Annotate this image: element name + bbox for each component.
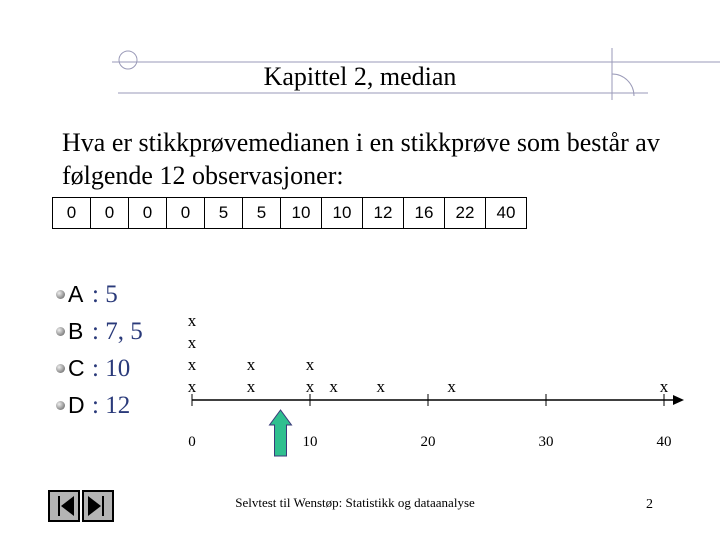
axis-tick-label: 40 xyxy=(656,434,672,450)
option-letter: C xyxy=(68,355,85,381)
observation-cell: 40 xyxy=(486,198,527,229)
option-letter: B xyxy=(68,318,84,344)
dot-plot-mark: x xyxy=(246,377,256,396)
dot-plot-mark: x xyxy=(305,377,315,396)
dot-plot-mark: x xyxy=(187,355,197,374)
observation-cell: 22 xyxy=(445,198,486,229)
footer-text: Selvtest til Wenstøp: Statistikk og dataanalyse xyxy=(235,495,475,510)
observation-cell: 0 xyxy=(91,198,129,229)
dot-plot-mark: x xyxy=(246,355,256,374)
skip-back-icon xyxy=(50,492,78,520)
nav-last-button[interactable] xyxy=(82,490,114,522)
observation-cell: 5 xyxy=(243,198,281,229)
dot-plot-mark: x xyxy=(187,311,197,330)
axis-tick-label: 0 xyxy=(188,434,196,450)
observation-cell: 12 xyxy=(363,198,404,229)
option-value: : 7, 5 xyxy=(92,318,143,345)
observation-cell: 16 xyxy=(404,198,445,229)
option-value: : 5 xyxy=(92,281,118,308)
observation-cell: 10 xyxy=(281,198,322,229)
skip-forward-icon xyxy=(84,492,112,520)
page-number: 2 xyxy=(646,497,653,512)
option-value: : 10 xyxy=(92,355,131,382)
dot-plot-mark: x xyxy=(659,377,669,396)
dot-plot-mark: x xyxy=(187,377,197,396)
axis-tick-label: 10 xyxy=(302,434,318,450)
slide-title: Kapittel 2, median xyxy=(263,62,457,91)
axis-arrowhead xyxy=(673,395,684,405)
nav-first-button[interactable] xyxy=(48,490,80,522)
dot-plot-mark: x xyxy=(187,333,197,352)
question-text: Hva er stikkprøvemedianen i en stikkprøve som består av følgende 12 observasjoner: xyxy=(62,128,660,190)
option-letter: A xyxy=(68,281,84,307)
option-letter: D xyxy=(68,392,85,418)
median-arrow-icon xyxy=(270,410,292,456)
dot-plot-mark: x xyxy=(447,377,456,396)
observation-cell: 0 xyxy=(167,198,205,229)
observation-cell: 0 xyxy=(129,198,167,229)
observation-cell: 10 xyxy=(322,198,363,229)
axis-tick-label: 20 xyxy=(420,434,436,450)
observation-cell: 5 xyxy=(205,198,243,229)
dot-plot-mark: x xyxy=(376,377,386,396)
option-value: : 12 xyxy=(92,392,131,419)
observation-cell: 0 xyxy=(53,198,91,229)
dot-plot-mark: x xyxy=(305,355,315,374)
axis-tick-label: 30 xyxy=(538,434,554,450)
dot-plot-mark: x xyxy=(329,377,338,396)
